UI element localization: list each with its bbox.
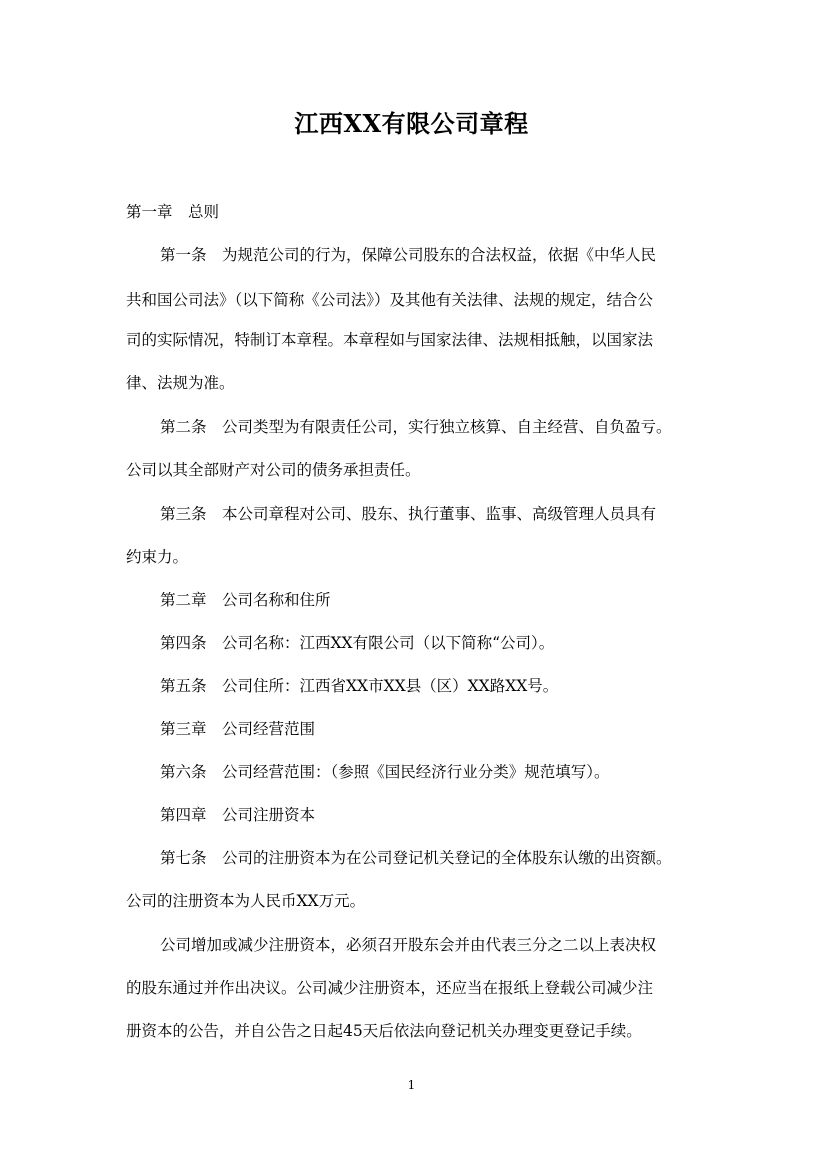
chapter-2-heading: 第二章 公司名称和住所: [160, 591, 331, 609]
chapter-3-heading: 第三章 公司经营范围: [160, 720, 316, 738]
article-2-line-2: 公司以其全部财产对公司的债务承担责任。: [126, 461, 421, 479]
article-7-line-1: 第七条 公司的注册资本为在公司登记机关登记的全体股东认缴的出资额。: [160, 849, 672, 867]
article-3-line-1: 第三条 本公司章程对公司、股东、执行董事、监事、高级管理人员具有: [160, 505, 657, 523]
capital-change-line-1: 公司增加或减少注册资本，必须召开股东会并由代表三分之二以上表决权: [160, 936, 657, 954]
article-1-line-1: 第一条 为规范公司的行为，保障公司股东的合法权益，依据《中华人民: [160, 246, 657, 264]
article-1-line-4: 律、法规为准。: [126, 374, 235, 392]
article-7-line-2: 公司的注册资本为人民币XX万元。: [126, 892, 366, 910]
article-4-line-1: 第四条 公司名称：江西XX有限公司（以下简称“公司）。: [160, 634, 555, 652]
article-2-line-1: 第二条 公司类型为有限责任公司，实行独立核算、自主经营、自负盈亏。: [160, 418, 672, 436]
article-3-line-2: 约束力。: [126, 548, 189, 566]
article-1-line-3: 司的实际情况，特制订本章程。本章程如与国家法律、法规相抵触，以国家法: [126, 331, 654, 349]
article-5-line-1: 第五条 公司住所：江西省XX市XX县（区）XX路XX号。: [160, 677, 559, 695]
article-6-line-1: 第六条 公司经营范围：（参照《国民经济行业分类》规范填写）。: [160, 763, 610, 781]
chapter-4-heading: 第四章 公司注册资本: [160, 806, 316, 824]
page-number: 1: [407, 1078, 416, 1092]
article-1-line-2: 共和国公司法》（以下简称《公司法》）及其他有关法律、法规的规定，结合公: [126, 291, 654, 309]
capital-change-line-3: 册资本的公告，并自公告之日起45天后依法向登记机关办理变更登记手续。: [126, 1022, 642, 1040]
capital-change-line-2: 的股东通过并作出决议。公司减少注册资本，还应当在报纸上登载公司减少注: [126, 979, 654, 997]
document-title: 江西XX有限公司章程: [294, 109, 529, 138]
chapter-1-heading: 第一章 总则: [126, 203, 220, 221]
